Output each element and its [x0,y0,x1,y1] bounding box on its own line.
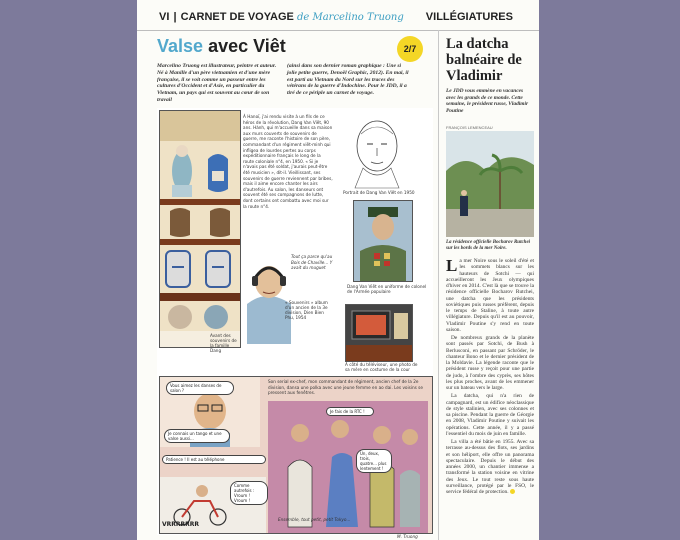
song-lyrics: Tout ça parce qu'au Bois de Chaville... Y avait du muguet [291,254,333,271]
bottom-speech: Ensemble, tout petit, petit Tokyo... [278,517,351,522]
end-mark-icon [510,489,515,494]
sidebar-paragraph: La villa a été bâtie en 1955. Avec sa terrasse au-dessus des flots, ses jardins et son héliport, elle offre un panorama spectaculaire. Depuis le début des années 2000, un chantier immense a transformé la station voisine en vitrine des Jeux. Le tout reste sous haute surveillance, protégé par le FSO, le service fédéral de protection. [446,439,534,495]
photo-credit: FRANÇOIS LEMENCEAU [446,125,493,130]
column-divider [438,30,439,540]
header-separator: | [170,11,180,23]
tv-illustration [346,305,412,361]
sidebar-chapo: Le JDD vous emmène en vacances avec les grands de ce monde. Cette semaine, le président russe, Vladimir Poutine [446,88,529,114]
tango-bubble: Je connais un tango et une valse aussi... [164,429,230,443]
sidebar-title: La datcha balnéaire de Vladimir [446,36,522,84]
lower-narration: Son serial ex-chef, mon commandant de régiment, ancien chef de la 2e division, dansa une polka avec une jeune femme en ao dai. Les voisins se pressent aux fenêtres. [268,379,423,396]
sidebar-paragraph: La datcha, qui n'a rien de campagnard, est un édifice néoclassique de style stalinien, avec ses colonnes et sa piscine. Pendant la guerre de Géorgie en 2008, Vladimir Poutine y suivait les opérations. Cette année, il y a passé l'essentiel du mois de juin en famille. [446,393,534,437]
title-rest: avec Viêt [208,36,286,56]
wife-bubble: Un, deux, trois, quatre... plus lentement ! [356,449,392,473]
uniform-caption: Dang Van Viêt en uniforme de colonel de l'Armée populaire [347,284,427,294]
sidebar-paragraph: De nombreux grands de la planète sont passés par Sotchi, de Bush à Berlusconi, en passant par Schröder, le chanteur Bono et le dernier président de la Moldavie. La légende raconte que le président russe y reçoit pour une partie de judo, à l'ombre des cyprès, ses hôtes les plus proches, avant de les emmener sur un bateau vers le large. [446,335,534,391]
photo-caption: À côté du téléviseur, une photo de sa mère en costume de la cour [345,362,418,372]
portrait-caption: Portrait de Dang Van Viêt en 1950 [343,190,415,195]
rtc-bubble: Je fais de la RTC ! [326,407,374,416]
page-header [137,0,539,31]
portrait-sketch [343,112,411,188]
page-count-badge: 2/7 [397,36,423,62]
section-title: CARNET DE VOYAGE [180,11,294,23]
datcha-photo-caption: La résidence officielle Bocharov Rutchei sur les bords de la mer Noire. [446,240,531,251]
comic-page [157,108,433,539]
portrait-panel [343,112,411,188]
uniform-panel [353,200,413,282]
dance-panel [159,376,433,534]
dance-question-bubble: Vous aimez les danses de salon ? [166,381,234,395]
record-note: « Souvenirs » album d'un ancien de la 3e division, Dien Bien Phu, 1954 [285,300,328,320]
section-number: VI [159,11,170,23]
singer-panel [243,248,333,344]
intro-column-2: (ainsi dans son dernier roman graphique : Une si jolie petite guerre, Denoël Graphic, 2012). En mai, il est parti au Vietnam du Nord sur les traces des vétérans de la guerre d'Indochine. Pour le JDD, il a tiré de ce périple un carnet de voyage. [287,63,409,97]
phone-label: Patience ! Il est au téléphone [162,455,266,464]
comic-narration: À Hanoï, j'ai rendu visite à un fils de ce héros de la révolution, Dang Van Viêt, 90 ans. Hành, qui m'accueille dans sa maison aux murs couverts de souvenirs de guerre, me raconte l'histoire de son père, commandant d'un régiment viêt-minh qui infligea de lourdes pertes au corps expéditionnaire français le long de la route coloniale n°4, en 1950. « Si je n'avais pas été soldat, j'aurais peut-être été musicien », dit-il. Vieillissant, ses souvenirs de guerre reviennent par bribes, mais il aime encore chanter les airs d'autrefois. Au salon, les danseurs ont souvent été ses compagnons de lutte, dont certains ont combattu avec moi sur la route n°4. [243,114,333,209]
datcha-photo [446,131,534,237]
article-title [157,36,286,57]
sidebar-paragraph: La mer Noire sous le soleil d'été et les sommets blancs sur les hauteurs de Sotchi — qui accueilleront les Jeux olympiques d'hiver en 2014. C'est là que se trouve la résidence officielle Bocharov Rutchei, une datcha que les présidents soviétiques puis russes préfèrent, depuis le temps de Staline, à toute autre villégiature. Depuis qu'il est au pouvoir, Vladimir Poutine s'y rend en toute saison. [446,256,534,333]
tv-panel [345,304,413,362]
uniform-illustration [354,201,412,281]
intro-column-1: Marcelino Truong est illustrateur, peintre et auteur. Né à Manille d'un père vietnamien et d'une mère française, il se voit comme un passeur entre les cultures d'Occident et d'Asie, en particulier du Vietnam, un pays qui est souvent au cœur de son travail [157,63,277,103]
newspaper-page [137,0,539,540]
sidebar-body [446,258,534,533]
vroom-sound-effect: VRRRRRRR [162,521,199,528]
altar-panel [159,110,241,353]
avant-caption: Avant des souvenirs de la famille Dang [210,333,237,353]
title-highlight: Valse [157,36,204,56]
datcha-photo-image [446,131,534,237]
altar-illustration [160,111,240,347]
drop-cap: L [446,256,458,275]
author-line: de Marcelino Truong [296,12,404,23]
section-heading [159,11,404,23]
rubric-label: VILLÉGIATURES [425,11,513,23]
artist-signature: M. Truong [397,534,418,539]
motos-note: Comme autrefois : Vroum ! Vroum ! [230,481,268,505]
